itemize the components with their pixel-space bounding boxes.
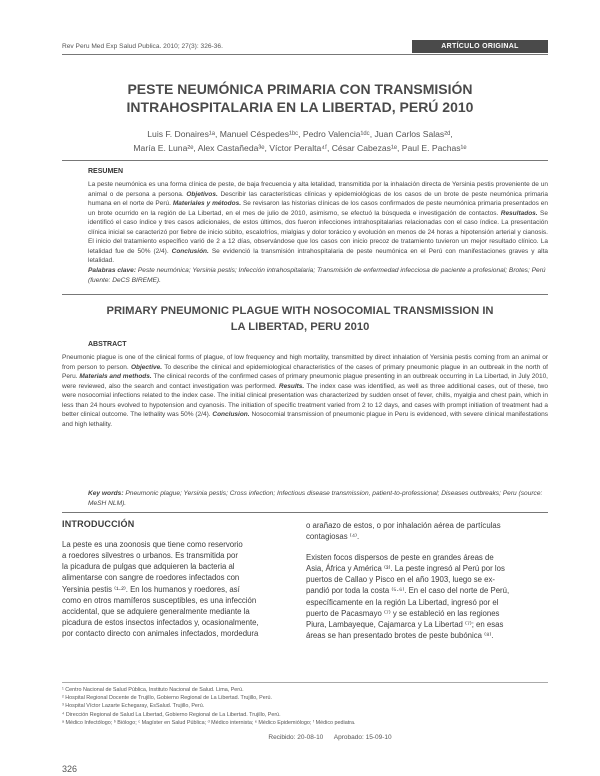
intro-right-line: puertos de Callao y Pisco en el año 1903, luego se ex-	[306, 575, 495, 585]
footnote: ⁴ Dirección Regional de Salud La Libertad, Gobierno Regional de La Libertad. Trujillo, Perú.	[62, 711, 281, 718]
keywords-en-label: Key words:	[88, 490, 124, 497]
intro-column-left	[62, 539, 298, 639]
footnote: ² Hospital Regional Docente de Trujillo, Gobierno Regional de La Libertad. Trujillo, Perú.	[62, 695, 273, 702]
received-approved-dates: Recibido: 20-08-10 Aprobado: 15-09-10	[268, 734, 392, 741]
intro-right-line: contagiosas ⁽⁴⁾.	[306, 532, 360, 542]
resumen-rule	[62, 160, 548, 161]
title-en-rule	[62, 294, 548, 295]
resumen-conclusion-label: Conclusión.	[171, 247, 209, 255]
intro-left-line: la picadura de pulgas que adquieren la bacteria al	[62, 562, 235, 572]
intro-left-line: Yersinia pestis ⁽¹·²⁾. En los humanos y roedores, así	[62, 584, 240, 594]
resumen-methods: Se revisaron las historias clínicas de los casos confirmados de peste neumónica primaria presentados en un brote ocurrido en la región de La Libertad, en el mes de julio de 2010, asimismo, se efectuó la búsqueda e investigación de contactos.	[88, 200, 548, 217]
keywords-es-label: Palabras clave:	[88, 267, 137, 274]
abstract-heading: ABSTRACT	[88, 341, 127, 348]
intro-right-line: áreas se han presentado brotes de peste bubónica ⁽⁸⁾.	[306, 631, 494, 641]
intro-right-line: pandió por toda la costa ⁽⁵·⁶⁾. En el caso del norte de Perú,	[306, 586, 510, 596]
author-line-2: María E. Luna²ᵉ, Alex Castañeda³ᵉ, Víctor Peralta⁴ᶠ, César Cabezas¹ᵉ, Paul E. Pachas¹ᵉ	[133, 143, 467, 153]
abstract-methods: The clinical records of the confirmed cases of primary pneumonic plague presenting in an outbreak occurring in La Libertad, in July 2010, were reviewed, also the search and contact investigation was performed.	[62, 373, 548, 390]
body-rule	[62, 512, 548, 513]
abstract-keywords	[88, 489, 548, 508]
footnote: ᵃ Médico Infectólogo; ᵇ Biólogo; ᶜ Magíster en Salud Pública; ᵈ Médico internista; ᵉ Médico Epidemiólogo; ᶠ Médico pediatra.	[62, 719, 356, 726]
abstract-objective-label: Objective.	[130, 363, 163, 371]
resumen-methods-label: Materiales y métodos.	[172, 200, 242, 208]
keywords-es: Peste neumónica; Yersinia pestis; Infección intrahospitalaria; Transmisión de enfermedad infecciosa de paciente a profesional; Brotes; Perú (fuente: DeCS BIREME).	[88, 267, 546, 284]
intro-left-line: picadura de estos insectos infectados y, ocasionalmente,	[62, 618, 259, 628]
title-english-line-1: PRIMARY PNEUMONIC PLAGUE WITH NOSOCOMIAL TRANSMISSION IN	[106, 305, 494, 317]
intro-column-right-top	[306, 520, 548, 542]
intro-column-right-bottom	[306, 552, 548, 641]
footnote: ³ Hospital Víctor Lazarte Echegaray, EsSalud. Trujillo, Perú.	[62, 703, 205, 710]
intro-left-line: por contacto directo con animales infectados, mordedura	[62, 629, 259, 639]
resumen-body	[88, 180, 548, 266]
abstract-results: The index case was identified, as well as three additional cases, out of these, two were nosocomial infections related to the index case. The initial clinical presentation was characterized by sudden onset of fever, chills, myalgia and chest pain, which in less than 24 hours evolved to hypotension and cyanosis. The initiation of specific treatment varied from 2 to 12 days, and cases with prompt initiation of treatment had a better clinical outcome. The lethality was 50% (2/4).	[62, 382, 548, 419]
intro-heading: INTRODUCCIÓN	[62, 519, 135, 529]
resumen-objective: Describir las características clínicas y epidemiológicas de los casos de un brote de peste neumónica primaria humana en el norte de Perú.	[88, 190, 548, 208]
resumen-intro: La peste neumónica es una forma clínica de peste, de baja frecuencia y alta letalidad, transmitida por la inhalación directa de Yersinia pestis proveniente de un animal o de persona a persona.	[88, 181, 548, 198]
abstract-intro: Pneumonic plague is one of the clinical forms of plague, of low frequency and high mortality, transmitted by direct inhalation of Yersinia pestis coming from an animal or from person to person.	[62, 354, 548, 371]
intro-right-line: Asia, África y América ⁽³⁾. La peste ingresó al Perú por los	[306, 564, 505, 574]
author-list	[70, 127, 530, 155]
abstract-methods-label: Materials and methods.	[79, 373, 152, 381]
intro-right-line: Existen focos dispersos de peste en grandes áreas de	[306, 553, 494, 562]
keywords-en: Pneumonic plague; Yersinia pestis; Cross infection; Infectious disease transmission, patient-to-professional; Diseases outbreaks; Peru (source: MeSH NLM).	[88, 490, 543, 507]
page-number: 326	[62, 764, 78, 774]
abstract-conclusion: Nosocomial transmission of pneumonic plague in Peru is evidenced, with severe clinical manifestations and high lethality.	[62, 411, 548, 428]
title-english	[70, 303, 530, 335]
title-english-line-2: LA LIBERTAD, PERU 2010	[230, 321, 370, 333]
title-spanish	[90, 80, 510, 116]
footnote-rule	[62, 682, 548, 683]
article-type-badge: ARTÍCULO ORIGINAL	[412, 40, 548, 53]
footnote: ¹ Centro Nacional de Salud Pública, Instituto Nacional de Salud. Lima, Perú.	[62, 687, 244, 693]
intro-left-line: accidental, que se adquiere generalmente mediante la	[62, 606, 250, 616]
intro-right-line: Piura, Lambayeque, Cajamarca y La Libertad ⁽⁷⁾; en esas	[306, 619, 504, 629]
intro-right-line: o arañazo de estos, o por inhalación aérea de partículas	[306, 521, 501, 530]
resumen-conclusion: Se evidenció la transmisión intrahospitalaria de peste neumónica en el Perú con manifestaciones graves y alta letalidad.	[88, 247, 548, 265]
journal-citation: Rev Peru Med Exp Salud Publica. 2010; 27(3): 326-36.	[62, 43, 223, 50]
intro-left-line: como en otros mamíferos susceptibles, es una infección	[62, 595, 257, 605]
footnotes	[62, 686, 548, 727]
resumen-results: Se identificó el caso índice y tres casos adicionales, de estos últimos, dos fueron infecciones intrahospitalarias relacionadas con el caso índice. La presentación clínica inicial se caracterizó por fiebre de inicio súbito, escalofríos, mialgias y dolor torácico y evolución en menos de 24 horas a hipotensión arterial y cianosis. El inicio del tratamiento específico varió de 2 a 12 días, observándose que los casos con inicio precoz de tratamiento tuvieron un mejor resultado clínico. La letalidad fue de 50% (2/4).	[88, 209, 548, 255]
intro-right-line: específicamente en la región La Libertad, ingresó por el	[306, 597, 499, 607]
abstract-body	[62, 353, 548, 429]
resumen-objective-label: Objetivos.	[186, 190, 218, 198]
abstract-conclusion-label: Conclusion.	[212, 411, 250, 419]
author-line-1: Luis F. Donaires¹ᵃ, Manuel Céspedes¹ᵇᶜ, Pedro Valencia¹ᵈᶜ, Juan Carlos Salas²ᵈ,	[147, 129, 453, 139]
header-rule	[62, 54, 548, 55]
abstract-objective: To describe the clinical and epidemiological characteristics of the cases of primary pneumonic plague in an outbreak in the north of Peru.	[62, 363, 548, 381]
intro-left-line: alimentarse con sangre de roedores infectados con	[62, 573, 240, 583]
intro-left-line: a roedores silvestres o urbanos. Es transmitida por	[62, 551, 238, 561]
resumen-heading: RESUMEN	[88, 168, 124, 175]
title-spanish-line-1: PESTE NEUMÓNICA PRIMARIA CON TRANSMISIÓN	[127, 81, 473, 97]
intro-left-line: La peste es una zoonosis que tiene como reservorio	[62, 540, 243, 549]
resumen-keywords	[88, 266, 548, 285]
abstract-results-label: Results.	[278, 382, 305, 390]
intro-right-line: puerto de Pacasmayo ⁽⁷⁾ y se estableció en las regiones	[306, 608, 500, 618]
title-spanish-line-2: INTRAHOSPITALARIA EN LA LIBERTAD, PERÚ 2010	[126, 99, 474, 115]
resumen-results-label: Resultados.	[500, 209, 538, 217]
